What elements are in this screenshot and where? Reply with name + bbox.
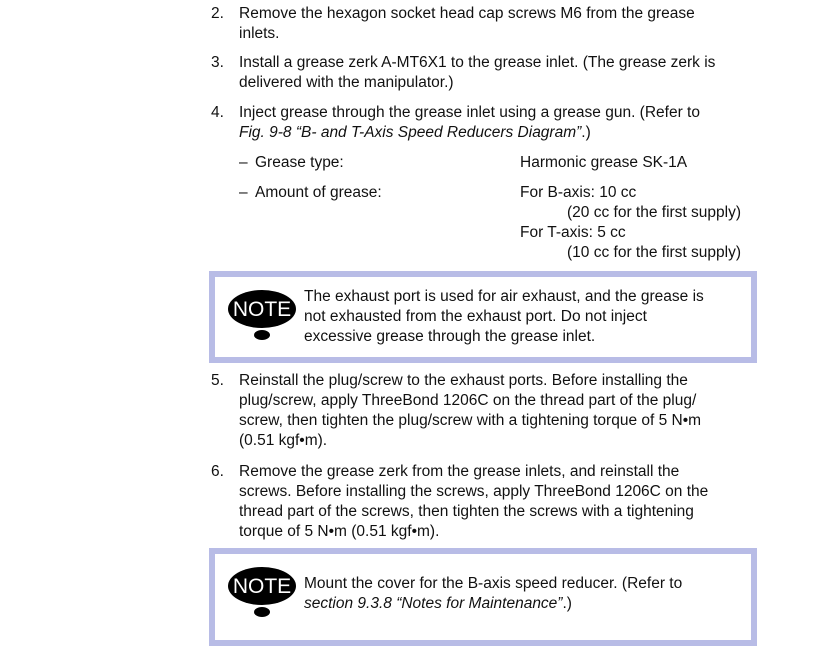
spec-value: Harmonic grease SK-1A: [520, 154, 688, 171]
step-text-line: Inject grease through the grease inlet using a grease gun. (Refer to: [239, 104, 700, 121]
step-4: [211, 103, 771, 143]
step-text-line: Remove the grease zerk from the grease inlets, and reinstall the: [239, 463, 680, 480]
step-number: 3.: [211, 54, 224, 71]
spec-note: (20 cc for the first supply): [567, 204, 742, 221]
spec-label: Grease type:: [255, 154, 344, 171]
step-6: [211, 462, 771, 542]
note-box: [209, 548, 757, 646]
spec-value: For B-axis: 10 cc: [520, 184, 637, 201]
step-text-line: screws. Before installing the screws, apply ThreeBond 1206C on the: [239, 483, 709, 500]
step-text-line: (0.51 kgf•m).: [239, 432, 328, 449]
dash: –: [239, 154, 248, 171]
spec-note: (10 cc for the first supply): [567, 244, 742, 261]
note-icon-label: NOTE: [232, 575, 292, 598]
step-text-line: inlets.: [239, 25, 280, 42]
note-icon: [227, 562, 297, 624]
step-text-line: Reinstall the plug/screw to the exhaust ports. Before installing the: [239, 372, 688, 389]
step-number: 5.: [211, 372, 224, 389]
step-text-line: Install a grease zerk A-MT6X1 to the grease inlet. (The grease zerk is: [239, 54, 716, 71]
step-number: 6.: [211, 463, 224, 480]
step-number: 4.: [211, 104, 224, 121]
note-box: [209, 271, 757, 363]
spec-amount-t: [239, 223, 769, 243]
section-reference: section 9.3.8 “Notes for Maintenance”: [304, 595, 563, 612]
spec-value: For T-axis: 5 cc: [520, 224, 626, 241]
step-text-line: plug/screw, apply ThreeBond 1206C on the thread part of the plug/: [239, 392, 697, 409]
spec-label: Amount of grease:: [255, 184, 382, 201]
dash: –: [239, 184, 248, 201]
note-text-line: not exhausted from the exhaust port. Do not inject: [304, 308, 647, 325]
step-text-line: thread part of the screws, then tighten the screws with a tightening: [239, 503, 694, 520]
note-text-line: section 9.3.8 “Notes for Maintenance”.): [304, 595, 572, 612]
note-text-line: Mount the cover for the B-axis speed reducer. (Refer to: [304, 575, 683, 592]
step-number: 2.: [211, 5, 224, 22]
step-3: [211, 53, 771, 93]
step-text-line: delivered with the manipulator.): [239, 74, 454, 91]
spec-grease-type: [239, 153, 769, 173]
step-text-line: Remove the hexagon socket head cap screws M6 from the grease: [239, 5, 695, 22]
spec-amount: [239, 183, 769, 203]
step-text-line: screw, then tighten the plug/screw with a tightening torque of 5 N•m: [239, 412, 702, 429]
note-icon: [227, 285, 297, 347]
step-5: [211, 371, 771, 451]
note-icon-label: NOTE: [232, 298, 292, 321]
step-text-line: Fig. 9-8 “B- and T-Axis Speed Reducers Diagram”.): [239, 124, 591, 141]
step-text-line: torque of 5 N•m (0.51 kgf•m).: [239, 523, 440, 540]
figure-reference: Fig. 9-8 “B- and T-Axis Speed Reducers Diagram”: [239, 124, 582, 141]
note-text-line: The exhaust port is used for air exhaust, and the grease is: [304, 288, 704, 305]
step-2: [211, 4, 771, 44]
note-text-line: excessive grease through the grease inlet.: [304, 328, 596, 345]
